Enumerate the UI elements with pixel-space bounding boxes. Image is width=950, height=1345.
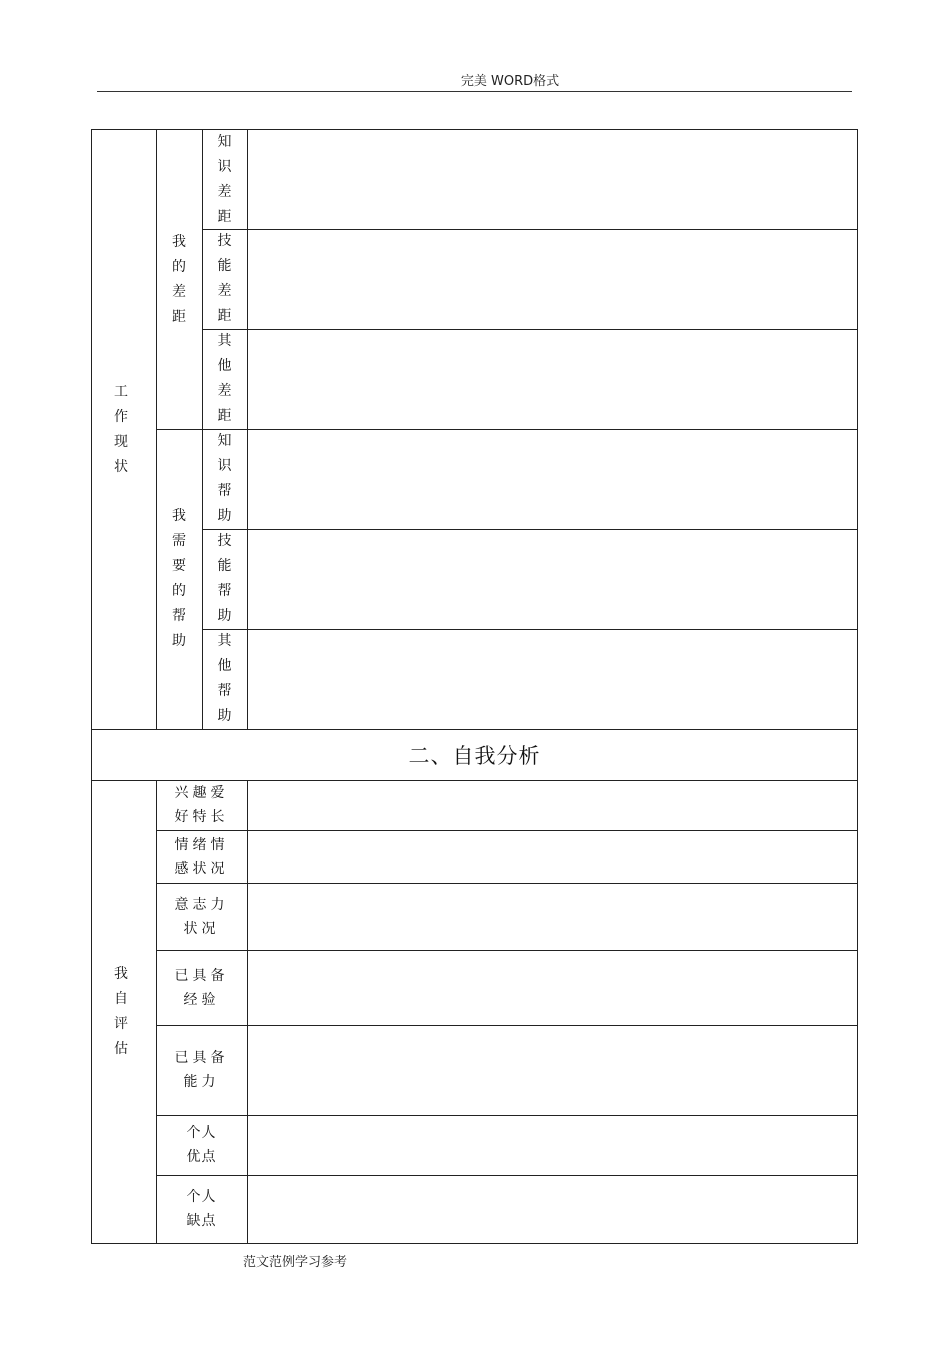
help-skill-content[interactable] [247, 529, 858, 630]
self-eval-item-hobbies-cell [156, 780, 248, 831]
self-eval-item-ability: 已具备 能力 [174, 1050, 229, 1090]
self-eval-item-strengths-cell [156, 1115, 248, 1176]
gap-skill-content[interactable] [247, 229, 858, 330]
gap-label: 我的差距 [172, 233, 186, 325]
help-label-cell [156, 429, 203, 730]
self-eval-item-experience-cell [156, 950, 248, 1026]
help-item-knowledge-cell [202, 429, 248, 530]
gap-item-knowledge-cell [202, 129, 248, 230]
self-eval-ability-content[interactable] [247, 1025, 858, 1116]
help-item-skill: 技能帮助 [217, 533, 232, 624]
self-eval-item-emotion: 情绪情 感状况 [174, 836, 229, 877]
gap-item-skill-cell [202, 229, 248, 330]
gap-item-skill: 技能差距 [217, 233, 232, 324]
self-eval-item-ability-cell [156, 1025, 248, 1116]
help-label: 我需要的帮助 [172, 508, 186, 649]
self-eval-label-cell [91, 780, 157, 1244]
self-eval-strengths-content[interactable] [247, 1115, 858, 1176]
self-eval-weaknesses-content[interactable] [247, 1175, 858, 1244]
self-eval-label: 我自评估 [114, 965, 134, 1057]
help-item-skill-cell [202, 529, 248, 630]
section-2-title: 二、自我分析 [408, 743, 541, 768]
self-eval-item-emotion-cell [156, 830, 248, 884]
help-item-knowledge: 知识帮助 [217, 433, 232, 524]
work-status-label: 工作现状 [114, 383, 134, 475]
gap-label-cell [156, 129, 203, 430]
help-other-content[interactable] [247, 629, 858, 730]
gap-item-knowledge: 知识差距 [217, 133, 232, 225]
self-eval-item-willpower-cell [156, 883, 248, 951]
self-eval-experience-content[interactable] [247, 950, 858, 1026]
help-item-other-cell [202, 629, 248, 730]
self-eval-item-weaknesses: 个人 缺点 [186, 1189, 217, 1229]
help-item-other: 其他帮助 [217, 633, 232, 724]
self-eval-emotion-content[interactable] [247, 830, 858, 884]
gap-item-other: 其他差距 [217, 333, 232, 424]
gap-other-content[interactable] [247, 329, 858, 430]
page-header: 完美 WORD格式 [460, 74, 560, 89]
work-status-label-cell [91, 129, 157, 730]
gap-knowledge-content[interactable] [247, 129, 858, 230]
help-knowledge-content[interactable] [247, 429, 858, 530]
self-eval-item-willpower: 意志力 状况 [174, 896, 229, 937]
self-eval-willpower-content[interactable] [247, 883, 858, 951]
self-eval-item-weaknesses-cell [156, 1175, 248, 1244]
self-eval-item-experience: 已具备 经验 [174, 967, 229, 1008]
gap-item-other-cell [202, 329, 248, 430]
section-2-title-cell [91, 729, 858, 781]
self-eval-item-hobbies: 兴趣爱 好特长 [174, 785, 229, 825]
header-rule [97, 91, 852, 92]
page-footer: 范文范例学习参考 [243, 1255, 348, 1270]
self-eval-hobbies-content[interactable] [247, 780, 858, 831]
self-eval-item-strengths: 个人 优点 [186, 1125, 217, 1165]
